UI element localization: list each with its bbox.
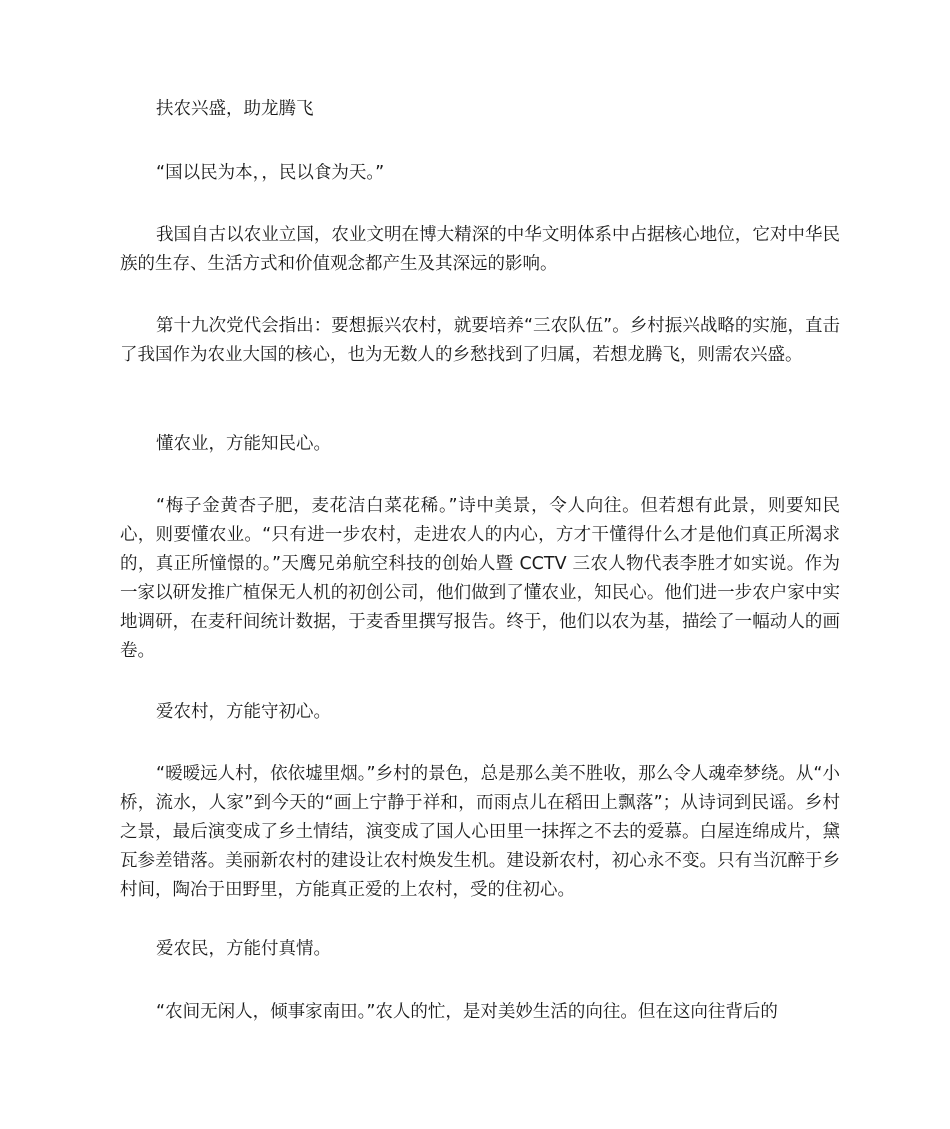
section-heading: 爱农村，方能守初心。 xyxy=(156,702,331,722)
body-paragraph: “梅子金黄杏子肥，麦花洁白菜花稀。”诗中美景，令人向往。但若想有此景，则要知民心，则要懂农业。“只有进一步农村，走进农人的内心，方才干懂得什么才是他们真正所渴求的，真正所憧憬的。”天鹰兄弟航空科技的创始人暨 CCTV 三农人物代表李胜才如实说。作为一家以研发推广植保无人机的初创公司，他们做到了懂农业，知民心。他们进一步农户家中实地调研，在麦秆间统计数据，于麦香里撰写报告。终于，他们以农为基，描绘了一幅动人的画卷。 xyxy=(120,496,840,661)
section-heading: 懂农业，方能知民心。 xyxy=(156,434,331,454)
body-paragraph: 第十九次党代会指出：要想振兴农村，就要培养“三农队伍”。乡村振兴战略的实施，直击了我国作为农业大国的核心，也为无数人的乡愁找到了归属，若想龙腾飞，则需农兴盛。 xyxy=(120,316,840,365)
body-paragraph: “暧暧远人村，依依墟里烟。”乡村的景色，总是那么美不胜收，那么令人魂牵梦绕。从“小桥，流水，人家”到今天的“画上宁静于祥和，而雨点儿在稻田上飘落”；从诗词到民谣。乡村之景，最后演变成了乡土情结，演变成了国人心田里一抹挥之不去的爱慕。白屋连绵成片，黛瓦参差错落。美丽新农村的建设让农村焕发生机。建设新农村，初心永不变。只有当沉醉于乡村间，陶冶于田野里，方能真正爱的上农村，受的住初心。 xyxy=(120,764,840,900)
body-paragraph: 我国自古以农业立国，农业文明在博大精深的中华文明体系中占据核心地位，它对中华民族的生存、生活方式和价值观念都产生及其深远的影响。 xyxy=(120,225,840,274)
document-title: 扶农兴盛，助龙腾飞 xyxy=(156,99,314,119)
section-heading: 爱农民，方能付真情。 xyxy=(156,939,331,959)
quote-paragraph: “国以民为本，，民以食为天。” xyxy=(156,163,385,183)
body-paragraph: “农间无闲人，倾事家南田。”农人的忙，是对美妙生活的向往。但在这向往背后的 xyxy=(156,1002,778,1022)
